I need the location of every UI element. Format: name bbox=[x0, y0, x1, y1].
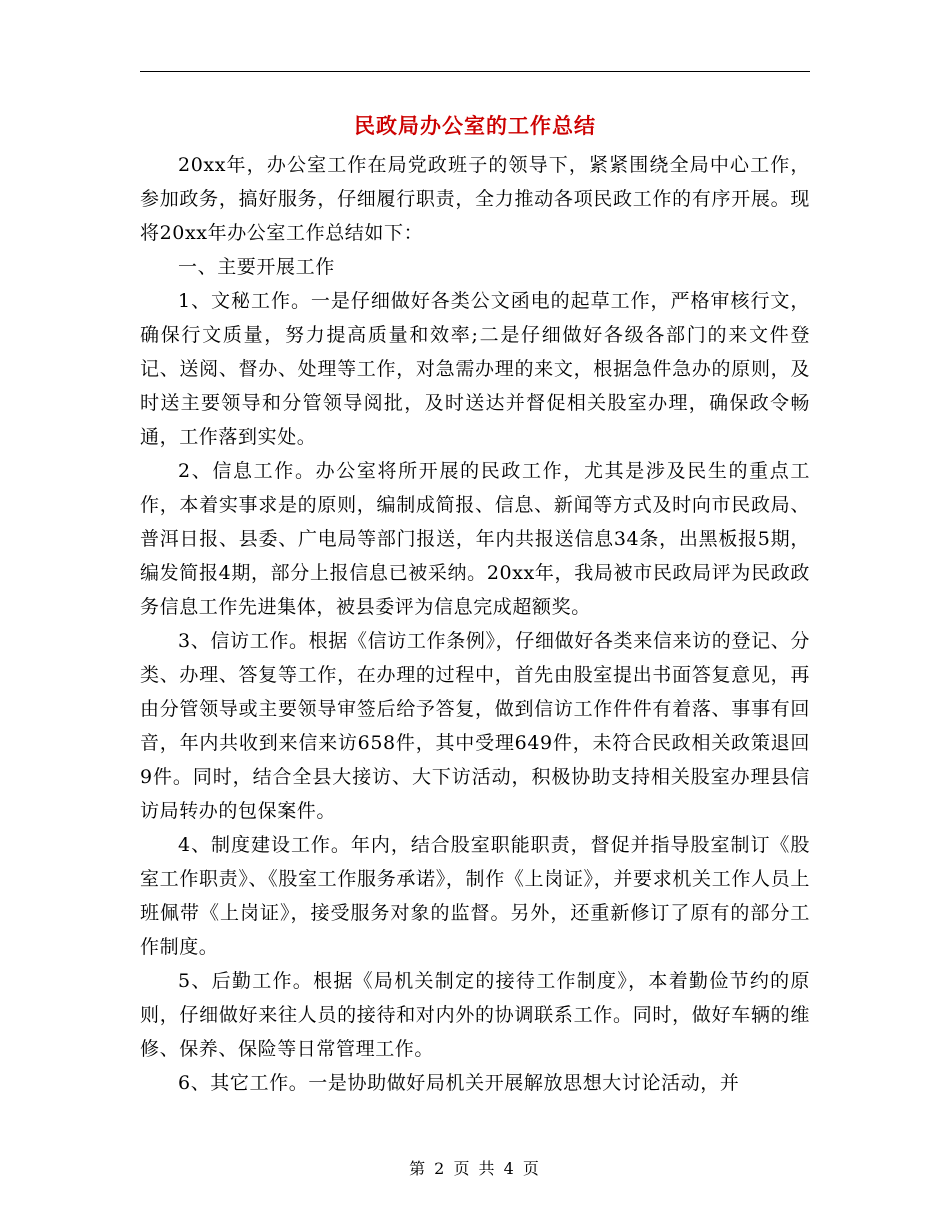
page-number: 第 2 页 共 4 页 bbox=[409, 1159, 541, 1178]
paragraph-regulations: 4、制度建设工作。年内，结合股室职能职责，督促并指导股室制订《股室工作职责》、《股室工作服务承诺》，制作《上岗证》，并要求机关工作人员上班佩带《上岗证》，接受服务对象的监督。另外，还重新修订了原有的部分工作制度。 bbox=[140, 834, 810, 958]
paragraph-petitions: 3、信访工作。根据《信访工作条例》，仔细做好各类来信来访的登记、分类、办理、答复等工作，在办理的过程中，首先由股室提出书面答复意见，再由分管领导或主要领导审签后给予答复，做到信访工作件件有着落、事事有回音，年内共收到来信来访658件，其中受理649件，未符合民政相关政策退回9件。同时，结合全县大接访、大下访活动，积极协助支持相关股室办理县信访局转办的包保案件。 bbox=[140, 630, 810, 822]
paragraph-logistics: 5、后勤工作。根据《局机关制定的接待工作制度》，本着勤俭节约的原则，仔细做好来往人员的接待和对内外的协调联系工作。同时，做好车辆的维修、保养、保险等日常管理工作。 bbox=[140, 970, 810, 1060]
document-title: 民政局办公室的工作总结 bbox=[354, 114, 596, 138]
paragraph-intro: 20xx年，办公室工作在局党政班子的领导下，紧紧围绕全局中心工作，参加政务，搞好服务，仔细履行职责，全力推动各项民政工作的有序开展。现将20xx年办公室工作总结如下： bbox=[140, 154, 810, 244]
document-body bbox=[140, 148, 810, 1100]
paragraph-secretarial: 1、文秘工作。一是仔细做好各类公文函电的起草工作，严格审核行文，确保行文质量，努力提高质量和效率;二是仔细做好各级各部门的来文件登记、送阅、督办、处理等工作，对急需办理的来文，根据急件急办的原则，及时送主要领导和分管领导阅批，及时送达并督促相关股室办理，确保政令畅通，工作落到实处。 bbox=[140, 290, 810, 448]
paragraph-other: 6、其它工作。一是协助做好局机关开展解放思想大讨论活动，并 bbox=[178, 1072, 740, 1094]
section-heading: 一、主要开展工作 bbox=[178, 256, 335, 278]
paragraph-information: 2、信息工作。办公室将所开展的民政工作，尤其是涉及民生的重点工作，本着实事求是的原则，编制成简报、信息、新闻等方式及时向市民政局、普洱日报、县委、广电局等部门报送，年内共报送信息34条，出黑板报5期，编发简报4期，部分上报信息已被采纳。20xx年，我局被市民政局评为民政政务信息工作先进集体，被县委评为信息完成超额奖。 bbox=[140, 460, 810, 618]
header-rule bbox=[140, 71, 810, 72]
